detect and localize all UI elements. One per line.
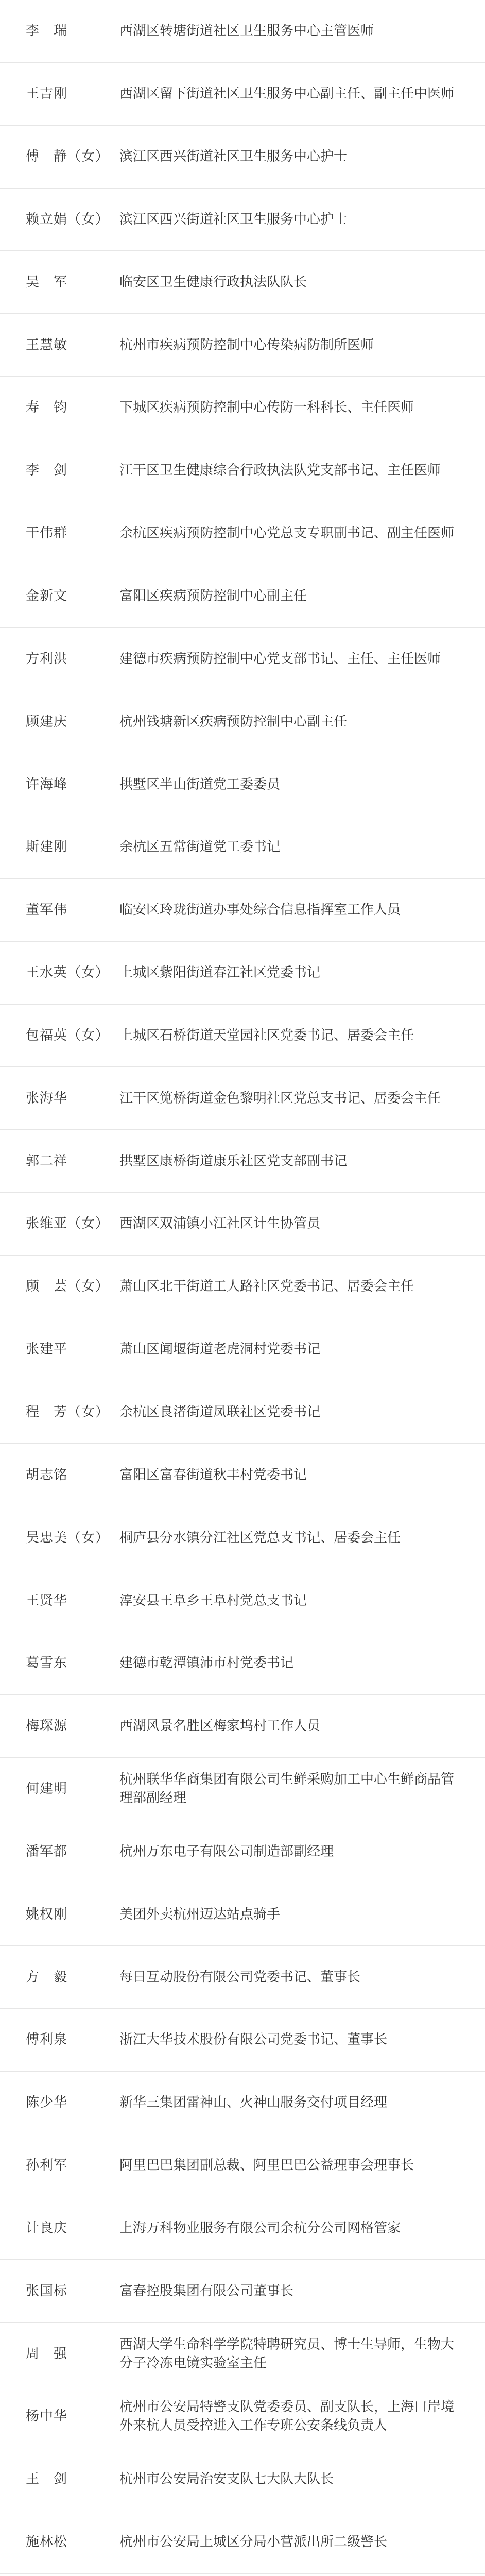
honoree-title: 富阳区富春街道秋丰村党委书记 xyxy=(119,1467,307,1483)
honoree-row xyxy=(0,1256,485,1318)
honoree-row xyxy=(0,1444,485,1506)
honoree-name: 傅利泉 xyxy=(26,2032,68,2048)
honoree-name: 许海峰 xyxy=(26,776,68,792)
honoree-title: 下城区疾病预防控制中心传防一科科长、主任医师 xyxy=(119,400,414,416)
honoree-name: 陈少华 xyxy=(26,2095,68,2111)
honoree-title: 余杭区良渚街道凤联社区党委书记 xyxy=(119,1404,321,1420)
honoree-row xyxy=(0,314,485,377)
honoree-name: 寿 钧 xyxy=(26,400,68,416)
honoree-title: 临安区卫生健康行政执法队队长 xyxy=(119,274,307,290)
honoree-row xyxy=(0,2574,485,2576)
honoree-title: 建德市疾病预防控制中心党支部书记、主任、主任医师 xyxy=(119,651,441,667)
honoree-name: 计良庆 xyxy=(26,2220,68,2236)
honoree-name: 孙利军 xyxy=(26,2158,68,2174)
honoree-row xyxy=(0,2009,485,2072)
honoree-row xyxy=(0,2134,485,2197)
honoree-title: 每日互动股份有限公司党委书记、董事长 xyxy=(119,1969,361,1985)
honoree-title: 西湖区双浦镇小江社区计生协管员 xyxy=(119,1216,321,1232)
honoree-row xyxy=(0,690,485,753)
honoree-row xyxy=(0,1946,485,2009)
honoree-name: 潘军都 xyxy=(26,1843,68,1859)
honoree-title: 萧山区北干街道工人路社区党委书记、居委会主任 xyxy=(119,1279,414,1295)
honoree-row xyxy=(0,1381,485,1444)
honoree-row xyxy=(0,2197,485,2260)
honoree-title: 滨江区西兴街道社区卫生服务中心护士 xyxy=(119,149,348,165)
honoree-title: 滨江区西兴街道社区卫生服务中心护士 xyxy=(119,211,348,227)
honoree-row xyxy=(0,1193,485,1256)
honoree-name: 杨中华 xyxy=(26,2409,68,2425)
honoree-name: 顾建庆 xyxy=(26,714,68,730)
honoree-row xyxy=(0,0,485,63)
honoree-row xyxy=(0,2511,485,2574)
honoree-title: 杭州市疾病预防控制中心传染病防制所医师 xyxy=(119,337,374,353)
honoree-title: 杭州市公安局上城区分局小营派出所二级警长 xyxy=(119,2534,388,2550)
honoree-name: 吴忠美（女） xyxy=(26,1530,110,1546)
honoree-name: 王慧敏 xyxy=(26,337,68,353)
honoree-name: 顾 芸（女） xyxy=(26,1279,110,1295)
honoree-title: 富阳区疾病预防控制中心副主任 xyxy=(119,588,307,604)
honoree-row xyxy=(0,1130,485,1193)
honoree-row xyxy=(0,1695,485,1758)
honoree-name: 李 剑 xyxy=(26,463,68,479)
honoree-title: 西湖区转塘街道社区卫生服务中心主管医师 xyxy=(119,23,374,39)
honoree-title: 西湖风景名胜区梅家坞村工作人员 xyxy=(119,1718,321,1734)
honoree-title: 上城区紫阳街道春江社区党委书记 xyxy=(119,965,321,981)
honoree-title: 美团外卖杭州迈达站点骑手 xyxy=(119,1906,281,1922)
honoree-row xyxy=(0,565,485,628)
honoree-title: 杭州联华华商集团有限公司生鲜采购加工中心生鲜商品管理部副经理 xyxy=(119,1772,455,1806)
honoree-name: 张海华 xyxy=(26,1090,68,1106)
honoree-name: 姚权刚 xyxy=(26,1906,68,1922)
honoree-name: 李 瑞 xyxy=(26,23,68,39)
honoree-name: 张维亚（女） xyxy=(26,1216,110,1232)
honoree-title: 江干区卫生健康综合行政执法队党支部书记、主任医师 xyxy=(119,463,441,479)
honoree-row xyxy=(0,1005,485,1067)
honoree-title: 拱墅区半山街道党工委委员 xyxy=(119,776,281,792)
honoree-row xyxy=(0,1506,485,1569)
honoree-name: 葛雪东 xyxy=(26,1655,68,1671)
honoree-name: 周 强 xyxy=(26,2346,68,2362)
honoree-name: 郭二祥 xyxy=(26,1153,68,1169)
honoree-name: 何建明 xyxy=(26,1781,68,1797)
honoree-name: 王吉刚 xyxy=(26,86,68,102)
honoree-title: 西湖区留下街道社区卫生服务中心副主任、副主任中医师 xyxy=(119,86,455,102)
honoree-row xyxy=(0,753,485,816)
honoree-title: 上城区石桥街道天堂园社区党委书记、居委会主任 xyxy=(119,1027,414,1043)
honoree-name: 斯建刚 xyxy=(26,839,68,855)
honoree-row xyxy=(0,1569,485,1632)
honoree-title: 阿里巴巴集团副总裁、阿里巴巴公益理事会理事长 xyxy=(119,2158,414,2174)
honoree-row xyxy=(0,1758,485,1821)
honoree-row xyxy=(0,63,485,126)
honoree-title: 萧山区闻堰街道老虎洞村党委书记 xyxy=(119,1342,321,1358)
honoree-title: 临安区玲珑街道办事处综合信息指挥室工作人员 xyxy=(119,902,401,918)
honoree-title: 余杭区疾病预防控制中心党总支专职副书记、副主任医师 xyxy=(119,526,455,541)
honoree-row xyxy=(0,1632,485,1695)
honoree-name: 赖立娟（女） xyxy=(26,211,110,227)
honoree-name: 程 芳（女） xyxy=(26,1404,110,1420)
honoree-row xyxy=(0,2260,485,2323)
honoree-row xyxy=(0,1820,485,1883)
honoree-row xyxy=(0,439,485,502)
honoree-title: 杭州钱塘新区疾病预防控制中心副主任 xyxy=(119,714,348,730)
honoree-name: 吴 军 xyxy=(26,274,68,290)
honoree-row xyxy=(0,2448,485,2511)
honoree-row xyxy=(0,251,485,314)
honoree-name: 方 毅 xyxy=(26,1969,68,1985)
honoree-row xyxy=(0,2323,485,2385)
honoree-row xyxy=(0,2072,485,2134)
honoree-title: 建德市乾潭镇沛市村党委书记 xyxy=(119,1655,294,1671)
honoree-title: 余杭区五常街道党工委书记 xyxy=(119,839,281,855)
honoree-title: 杭州市公安局治安支队七大队大队长 xyxy=(119,2471,334,2487)
honoree-name: 傅 静（女） xyxy=(26,149,110,165)
honoree-name: 梅琛源 xyxy=(26,1718,68,1734)
honoree-name: 干伟群 xyxy=(26,526,68,541)
honoree-name: 金新文 xyxy=(26,588,68,604)
honoree-title: 拱墅区康桥街道康乐社区党支部副书记 xyxy=(119,1153,348,1169)
honoree-title: 西湖大学生命科学学院特聘研究员、博士生导师，生物大分子冷冻电镜实验室主任 xyxy=(119,2336,455,2371)
honoree-name: 王贤华 xyxy=(26,1592,68,1608)
honoree-row xyxy=(0,1067,485,1130)
honoree-name: 包福英（女） xyxy=(26,1027,110,1043)
honoree-title: 杭州万东电子有限公司制造部副经理 xyxy=(119,1843,334,1859)
honoree-name: 施林松 xyxy=(26,2534,68,2550)
honoree-row xyxy=(0,189,485,251)
honoree-title: 新华三集团雷神山、火神山服务交付项目经理 xyxy=(119,2095,388,2111)
honoree-name: 张国标 xyxy=(26,2283,68,2299)
honoree-row xyxy=(0,879,485,942)
honoree-title: 富春控股集团有限公司董事长 xyxy=(119,2283,294,2299)
honoree-row xyxy=(0,502,485,565)
honoree-name: 张建平 xyxy=(26,1342,68,1358)
honoree-title: 桐庐县分水镇分江社区党总支书记、居委会主任 xyxy=(119,1530,401,1546)
honoree-title: 上海万科物业服务有限公司余杭分公司网格管家 xyxy=(119,2220,401,2236)
honoree-row xyxy=(0,816,485,879)
honoree-row xyxy=(0,377,485,439)
honoree-name: 胡志铭 xyxy=(26,1467,68,1483)
honoree-title: 杭州市公安局特警支队党委委员、副支队长，上海口岸境外来杭人员受控进入工作专班公安条线负责人 xyxy=(119,2399,455,2434)
honoree-name: 王水英（女） xyxy=(26,965,110,981)
honoree-row xyxy=(0,942,485,1005)
honoree-row xyxy=(0,126,485,189)
honoree-row xyxy=(0,1883,485,1946)
honoree-title: 淳安县王阜乡王阜村党总支书记 xyxy=(119,1592,307,1608)
honoree-row xyxy=(0,1318,485,1381)
honoree-name: 王 剑 xyxy=(26,2471,68,2487)
honoree-row xyxy=(0,628,485,690)
honoree-title: 江干区笕桥街道金色黎明社区党总支书记、居委会主任 xyxy=(119,1090,441,1106)
honoree-row xyxy=(0,2385,485,2448)
honoree-name: 董军伟 xyxy=(26,902,68,918)
honoree-name: 方利洪 xyxy=(26,651,68,667)
honoree-title: 浙江大华技术股份有限公司党委书记、董事长 xyxy=(119,2032,388,2048)
